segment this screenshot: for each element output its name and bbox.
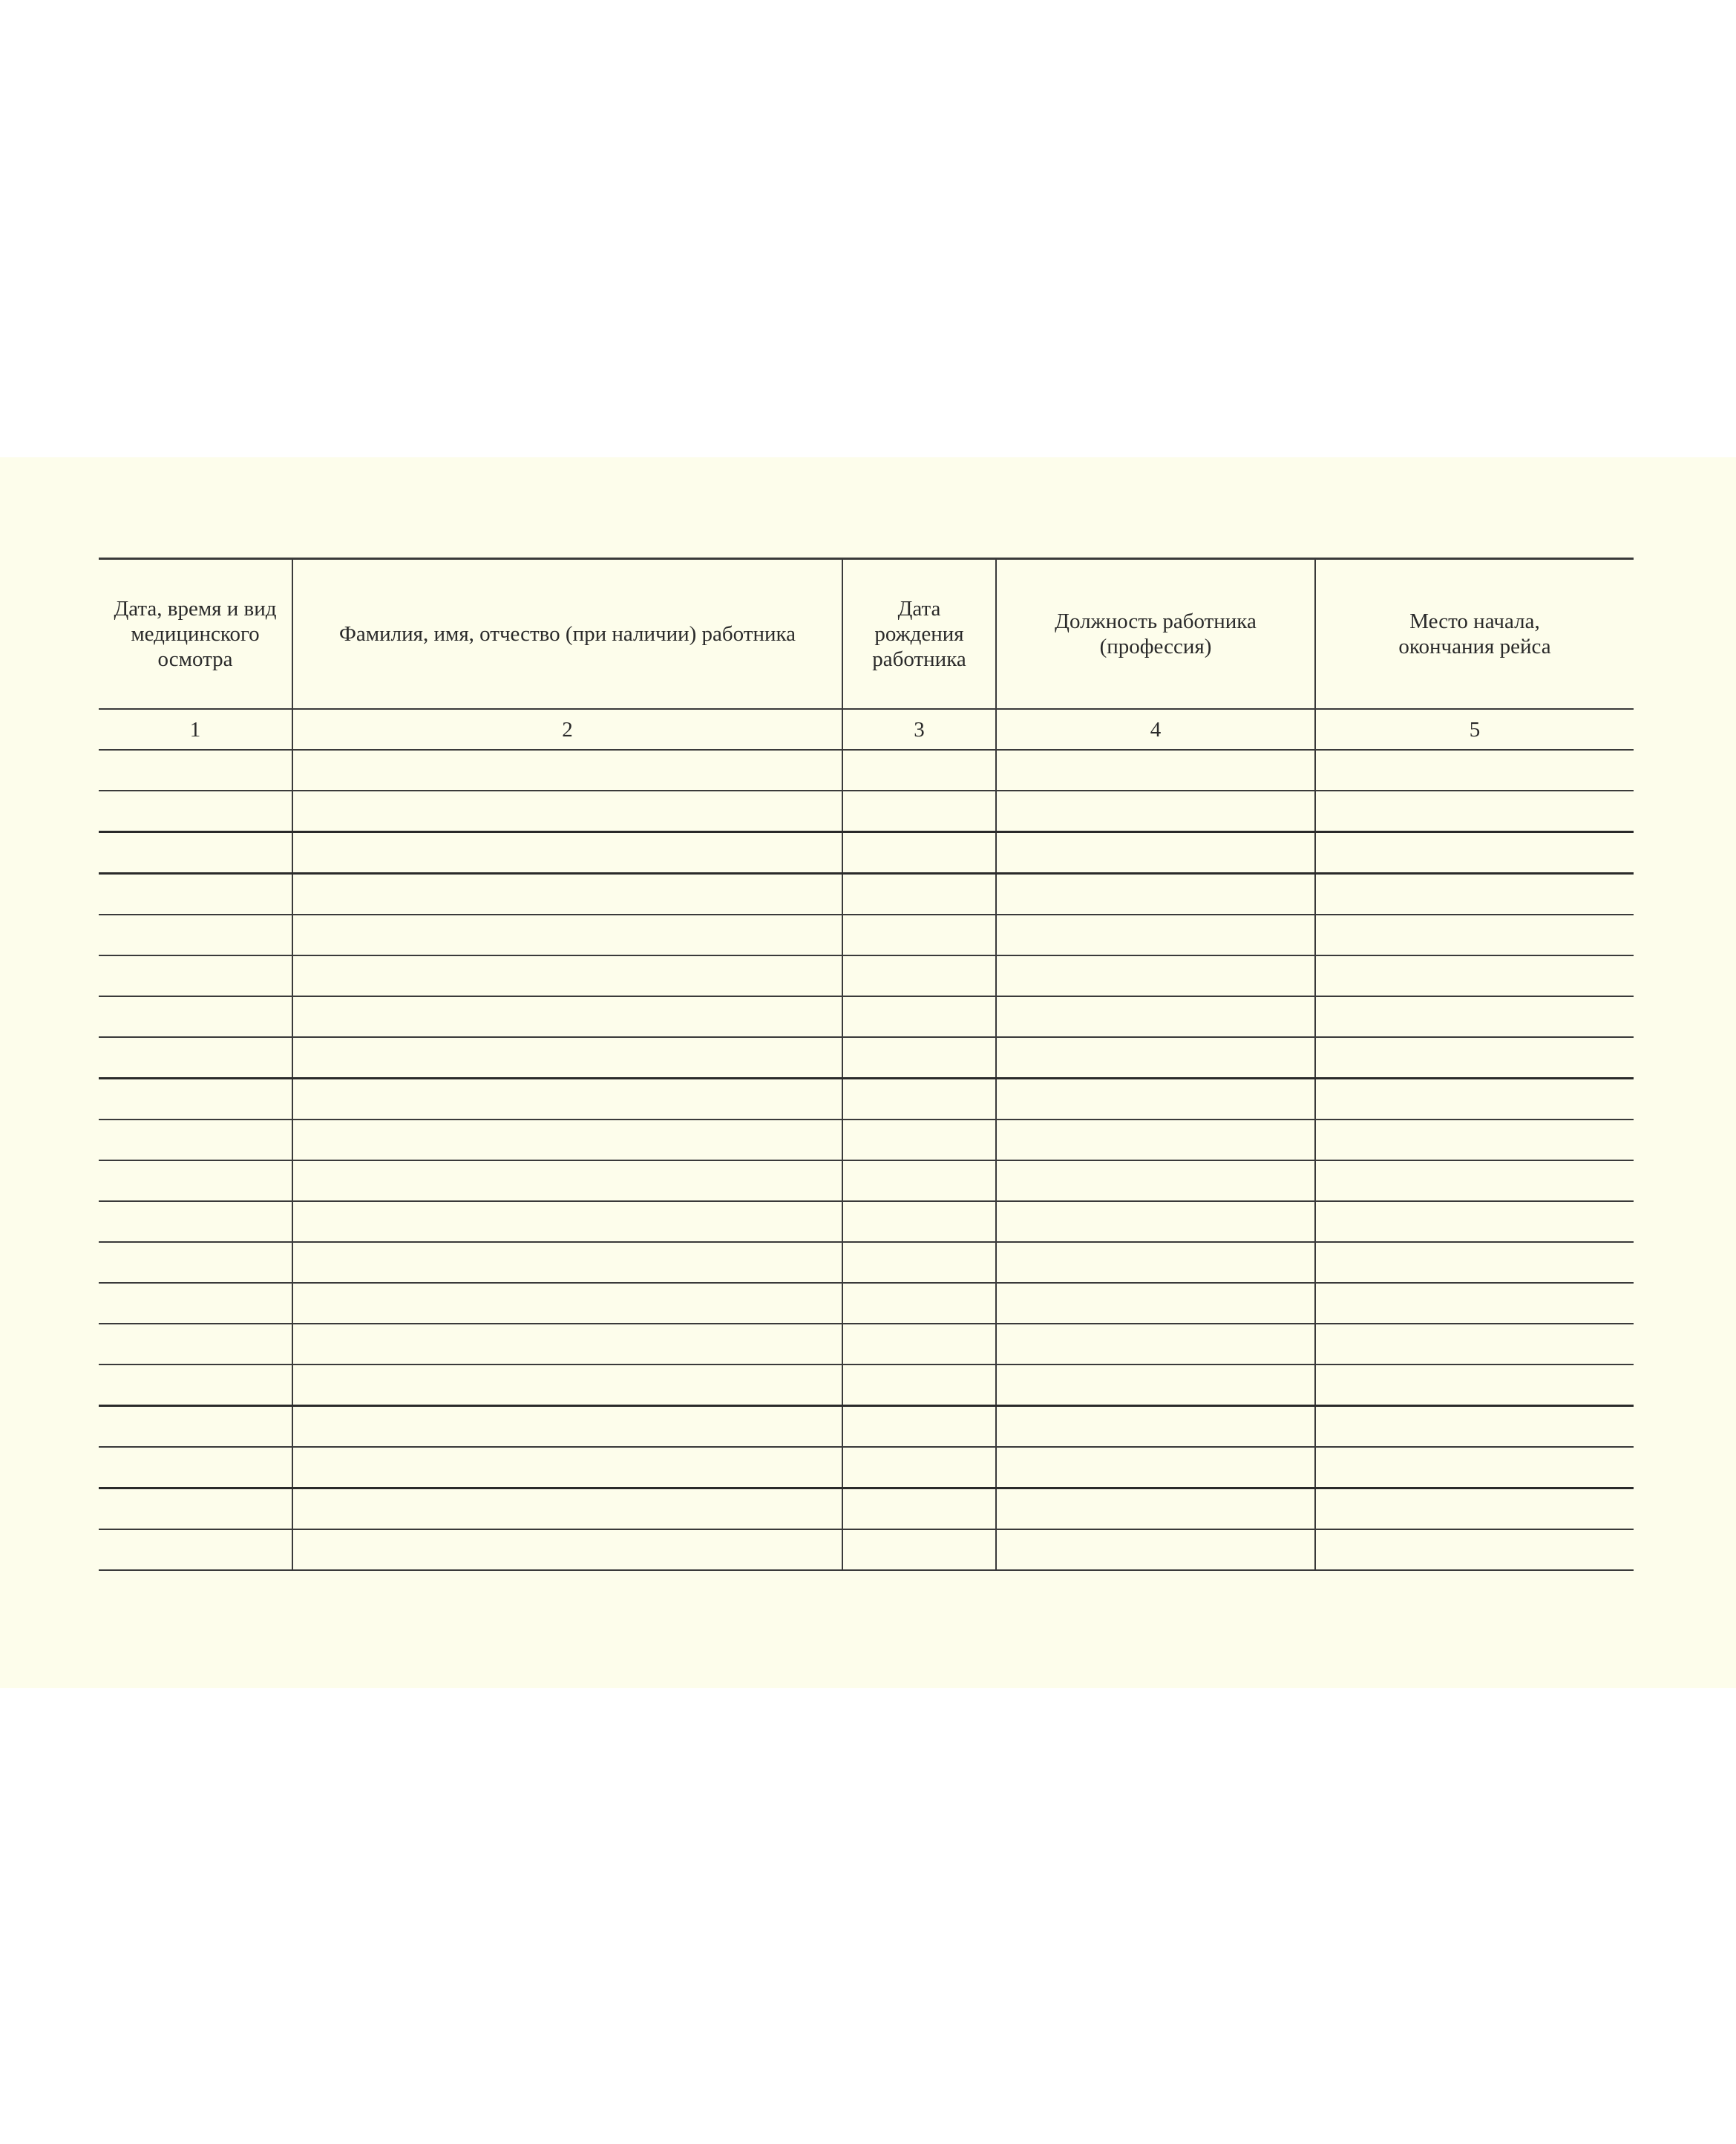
column-number-5: 5 [1315, 709, 1634, 750]
table-cell [99, 1406, 292, 1448]
table-cell [842, 874, 996, 915]
table-row [99, 832, 1634, 874]
table-cell [1315, 1160, 1634, 1201]
table-cell [1315, 996, 1634, 1037]
table-cell [842, 1283, 996, 1324]
table-cell [996, 955, 1315, 996]
table-cell [842, 1079, 996, 1120]
table-cell [292, 996, 842, 1037]
table-row [99, 1488, 1634, 1530]
table-cell [996, 791, 1315, 832]
table-cell [996, 1324, 1315, 1364]
table-cell [99, 1324, 292, 1364]
table-row [99, 1037, 1634, 1079]
table-row [99, 1160, 1634, 1201]
table-cell [996, 1201, 1315, 1242]
table-cell [842, 915, 996, 955]
table-cell [99, 1160, 292, 1201]
table-cell [996, 1037, 1315, 1079]
table-cell [292, 791, 842, 832]
table-cell [1315, 955, 1634, 996]
table-cell [99, 750, 292, 791]
table-row [99, 1201, 1634, 1242]
table-cell [292, 1324, 842, 1364]
table-cell [996, 832, 1315, 874]
table-cell [1315, 1324, 1634, 1364]
table-cell [1315, 1283, 1634, 1324]
table-cell [996, 1488, 1315, 1530]
table-cell [292, 955, 842, 996]
table-row [99, 1120, 1634, 1160]
table-cell [292, 874, 842, 915]
table-row [99, 1283, 1634, 1324]
table-cell [842, 1406, 996, 1448]
table-cell [292, 915, 842, 955]
table-cell [292, 1079, 842, 1120]
table-cell [996, 1242, 1315, 1283]
column-number-4: 4 [996, 709, 1315, 750]
table-row [99, 1364, 1634, 1406]
table-cell [842, 1160, 996, 1201]
table-cell [996, 996, 1315, 1037]
table-cell [99, 955, 292, 996]
table-cell [842, 1488, 996, 1530]
table-cell [292, 1488, 842, 1530]
table-row [99, 1324, 1634, 1364]
table-cell [292, 1201, 842, 1242]
table-cell [99, 1488, 292, 1530]
table-cell [996, 1447, 1315, 1488]
table-row [99, 915, 1634, 955]
table-cell [842, 1201, 996, 1242]
table-cell [99, 996, 292, 1037]
table-cell [292, 1242, 842, 1283]
column-number-2: 2 [292, 709, 842, 750]
table-cell [99, 1120, 292, 1160]
table-cell [996, 1406, 1315, 1448]
journal-sheet [0, 457, 1736, 1688]
table-cell [99, 1283, 292, 1324]
header-exam-date-time-type: Дата, время и вид медицинского осмотра [99, 559, 292, 710]
table-cell [1315, 1488, 1634, 1530]
table-cell [99, 1447, 292, 1488]
table-cell [842, 791, 996, 832]
table-row [99, 955, 1634, 996]
table-cell [99, 1364, 292, 1406]
table-row [99, 750, 1634, 791]
table-cell [1315, 1120, 1634, 1160]
table-cell [1315, 1201, 1634, 1242]
table-body [99, 750, 1634, 1570]
header-worker-position: Должность работника (профессия) [996, 559, 1315, 710]
column-number-row [99, 709, 1634, 750]
table-cell [842, 1364, 996, 1406]
table-cell [99, 1037, 292, 1079]
table-cell [842, 996, 996, 1037]
table-cell [292, 1406, 842, 1448]
table-row [99, 1447, 1634, 1488]
header-worker-full-name: Фамилия, имя, отчество (при наличии) работника [292, 559, 842, 710]
table-cell [292, 1364, 842, 1406]
table-cell [1315, 1364, 1634, 1406]
table-cell [292, 1447, 842, 1488]
table-cell [99, 832, 292, 874]
table-cell [842, 750, 996, 791]
table-cell [1315, 915, 1634, 955]
table-cell [1315, 750, 1634, 791]
table-row [99, 874, 1634, 915]
table-cell [842, 1120, 996, 1160]
table-cell [1315, 874, 1634, 915]
table-cell [292, 1160, 842, 1201]
table-row [99, 1079, 1634, 1120]
table-cell [99, 915, 292, 955]
table-cell [842, 1037, 996, 1079]
table-cell [1315, 791, 1634, 832]
table-cell [292, 1120, 842, 1160]
table-cell [842, 1529, 996, 1570]
table-cell [996, 874, 1315, 915]
table-cell [996, 750, 1315, 791]
column-number-3: 3 [842, 709, 996, 750]
table-cell [1315, 832, 1634, 874]
table-cell [842, 1447, 996, 1488]
table-cell [99, 1201, 292, 1242]
table-cell [996, 1160, 1315, 1201]
table-cell [996, 1120, 1315, 1160]
table-cell [996, 915, 1315, 955]
table-cell [842, 955, 996, 996]
table-row [99, 1406, 1634, 1448]
table-cell [996, 1529, 1315, 1570]
table-cell [1315, 1037, 1634, 1079]
table-row [99, 791, 1634, 832]
table-header-row [99, 559, 1634, 710]
table-cell [99, 874, 292, 915]
table-cell [292, 750, 842, 791]
table-cell [99, 791, 292, 832]
table-cell [842, 1324, 996, 1364]
table-cell [292, 1283, 842, 1324]
table-cell [99, 1529, 292, 1570]
table-cell [842, 832, 996, 874]
table-cell [292, 1529, 842, 1570]
table-row [99, 996, 1634, 1037]
table-row [99, 1242, 1634, 1283]
table-row [99, 1529, 1634, 1570]
table-cell [1315, 1406, 1634, 1448]
header-trip-start-end-place: Место начала, окончания рейса [1315, 559, 1634, 710]
table-cell [99, 1079, 292, 1120]
table-cell [99, 1242, 292, 1283]
table-cell [996, 1283, 1315, 1324]
table-cell [996, 1079, 1315, 1120]
column-number-1: 1 [99, 709, 292, 750]
table-cell [842, 1242, 996, 1283]
table-cell [996, 1364, 1315, 1406]
table-cell [1315, 1242, 1634, 1283]
table-cell [1315, 1079, 1634, 1120]
table-cell [1315, 1447, 1634, 1488]
table-cell [292, 832, 842, 874]
table-cell [1315, 1529, 1634, 1570]
table-cell [292, 1037, 842, 1079]
medical-exam-journal-table [99, 558, 1634, 1571]
header-worker-birth-date: Дата рождения работника [842, 559, 996, 710]
